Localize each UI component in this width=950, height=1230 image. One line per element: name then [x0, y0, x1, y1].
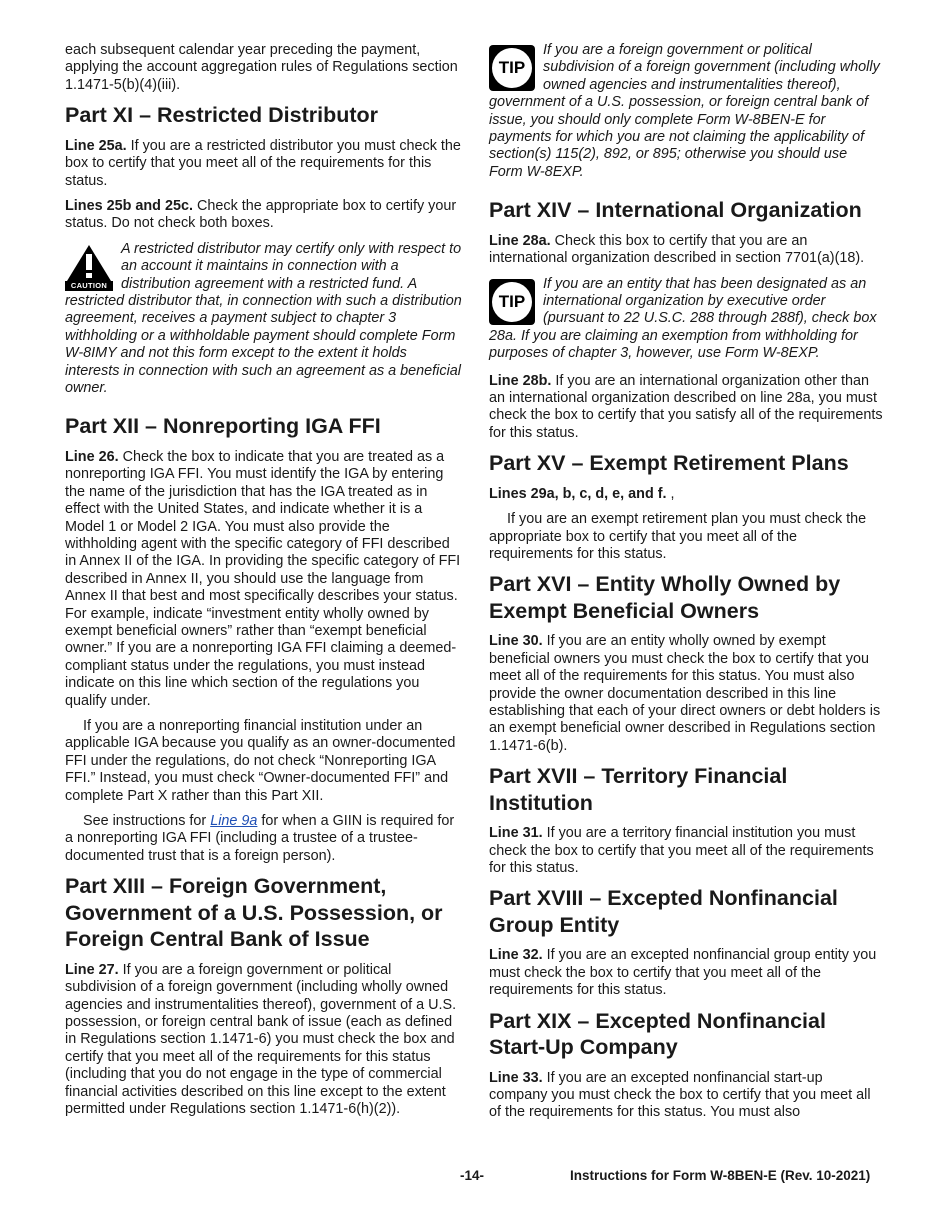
heading-part-xiii: Part XIII – Foreign Government, Government of a U.S. Possession, or Foreign Central Bank of Issue	[65, 874, 443, 952]
heading-part-xiv: Part XIV – International Organization	[489, 198, 862, 223]
line-25bc-lead: Lines 25b and 25c.	[65, 197, 193, 214]
tip-1-text: If you are a foreign government or political subdivision of a foreign government (including wholly owned agencies and instrumentalities thereof), government of a U.S. possession, or foreign central bank of issue, you should only complete Form W-8BEN-E for payments for which you are not claiming the applicability of section(s) 115(2), 892, or 895; otherwise you should use Form W-8EXP.	[489, 42, 880, 180]
line-31-paragraph	[489, 825, 884, 877]
line-27-lead: Line 27.	[65, 961, 119, 978]
caution-icon	[65, 244, 113, 291]
line-26-p3-pre: See instructions for	[83, 813, 211, 830]
document-title: Instructions for Form W-8BEN-E (Rev. 10-2021)	[570, 1168, 871, 1183]
line-25a-lead: Line 25a.	[65, 137, 127, 154]
tip-label: TIP	[492, 48, 532, 88]
line-28b-text: If you are an international organization other than an international organization described on line 28a, you must check the box to certify that you satisfy all of the requirements for this status.	[489, 372, 883, 441]
line-26-lead: Line 26.	[65, 448, 119, 465]
line-28b-lead: Line 28b.	[489, 372, 552, 389]
line-27-text: If you are a foreign government or political subdivision of a foreign government (including wholly owned agencies and instrumentalities thereof), government of a U.S. possession, or foreign central bank of issue (each as defined in Regulations section 1.1471-6) you must check the box and certify that you meet all of the requirements for this status (including that you do not engage in the type of commercial financial activities described on this line except to the extent permitted under Regulations section 1.1471-6(h)(2)).	[65, 961, 457, 1117]
line-26-paragraph-3	[65, 813, 462, 865]
line-28a-paragraph	[489, 233, 884, 268]
line-30-lead: Line 30.	[489, 633, 543, 650]
line-26-paragraph	[65, 449, 462, 710]
line-26-paragraph-2: If you are a nonreporting financial institution under an applicable IGA because you qualify as an owner-documented FFI under the regulations, do not check “Nonreporting IGA FFI.” Instead, you must check “Owner-documented FFI” and complete Part X rather than this Part XII.	[65, 718, 456, 804]
line-33-text: If you are an excepted nonfinancial start-up company you must check the box to certify that you meet all of the requirements for this status. You must also	[489, 1069, 871, 1121]
line-30-text: If you are an entity wholly owned by exempt beneficial owners you must check the box to certify that you meet all of the requirements for this status. You must also provide the owner documentation described in this line establishing that each of your direct owners or debt holders is an exempt beneficial owner described in Regulations section 1.1471-6(b).	[489, 633, 881, 754]
tip-icon	[489, 45, 535, 91]
left-column	[65, 42, 462, 1126]
heading-part-xi: Part XI – Restricted Distributor	[65, 103, 379, 128]
heading-part-xvi: Part XVI – Entity Wholly Owned by Exempt Beneficial Owners	[489, 572, 841, 623]
heading-part-xv: Part XV – Exempt Retirement Plans	[489, 451, 849, 476]
caution-label: CAUTION	[65, 281, 113, 291]
caution-note	[65, 241, 462, 398]
heading-part-xvii: Part XVII – Territory Financial Institution	[489, 764, 788, 815]
heading-part-xix: Part XIX – Excepted Nonfinancial Start-Up Company	[489, 1008, 826, 1060]
line-26-text: Check the box to indicate that you are treated as a nonreporting IGA FFI. You must identify the IGA by entering the name of the jurisdiction that has the IGA treated as in effect with the United States, and indicate whether it is a Model 1 or Model 2 IGA. You must also provide the withholding agent with the specific category of FFI described in Annex II of the IGA. In providing the specific category of FFI described in Annex II, you should use the language from Annex II that best and most specifically describes your status. For example, indicate “investment entity wholly owned by exempt beneficial owners” rather than “exempt beneficial owner.” If you are a nonreporting IGA FFI claiming a deemed-compliant status under the regulations, you must instead indicate on this line which section of the regulations you qualify under.	[65, 448, 461, 709]
heading-part-xviii: Part XVIII – Excepted Nonfinancial Group Entity	[489, 886, 838, 937]
heading-part-xii: Part XII – Nonreporting IGA FFI	[65, 414, 381, 439]
line-28b-paragraph	[489, 373, 884, 443]
line-32-lead: Line 32.	[489, 947, 543, 964]
line-30-paragraph	[489, 633, 884, 755]
line-29-lead: Lines 29a, b, c, d, e, and f.	[489, 485, 667, 502]
tip-label: TIP	[492, 282, 532, 322]
line-26-p3-post: for when a GIIN is required for a nonreporting IGA FFI (including a trustee of a trustee-documented trust that is a foreign person).	[65, 813, 455, 864]
page-number: -14-	[460, 1168, 485, 1183]
line-28a-text: Check this box to certify that you are an international organization described in section 7701(a)(18).	[489, 232, 865, 267]
line-25a-paragraph	[65, 138, 462, 190]
tip-note-2	[489, 276, 884, 363]
tip-2-text: If you are an entity that has been designated as an international organization by executive order (pursuant to 22 U.S.C. 288 through 288f), check box 28a. If you are claiming an exemption from withholding for purposes of chapter 3, however, use Form W-8EXP.	[489, 275, 877, 362]
line-29-text: ,	[666, 485, 675, 502]
caution-text: A restricted distributor may certify only with respect to an account it maintains in connection with a distribution agreement with a restricted fund. A restricted distributor that, in connection with such a distribution agreement, receives a payment subject to chapter 3 withholding or a withholdable payment should complete Form W-8IMY and not this form except to the extent it holds interests in connection with such an agreement as a beneficial owner.	[65, 240, 462, 396]
line-32-paragraph	[489, 947, 884, 999]
line-29-paragraph	[489, 486, 884, 503]
line-33-lead: Line 33.	[489, 1069, 543, 1086]
line-31-text: If you are a territory financial institution you must check the box to certify that you meet all of the requirements for this status.	[489, 825, 874, 876]
line-27-paragraph	[65, 962, 462, 1119]
intro-paragraph: each subsequent calendar year preceding the payment, applying the account aggregation rules of Regulations section 1.1471-5(b)(4)(iii).	[65, 42, 458, 93]
line-32-text: If you are an excepted nonfinancial group entity you must check the box to certify that you meet all of the requirements for this status.	[489, 947, 877, 999]
line-31-lead: Line 31.	[489, 825, 543, 842]
line-33-paragraph	[489, 1070, 884, 1122]
right-column	[489, 42, 884, 1130]
tip-icon	[489, 279, 535, 325]
line-28a-lead: Line 28a.	[489, 232, 551, 249]
line-25bc-paragraph	[65, 198, 462, 233]
line-29-paragraph-2: If you are an exempt retirement plan you must check the appropriate box to certify that you meet all of the requirements for this status.	[489, 511, 867, 562]
line-25bc-text: Check the appropriate box to certify your status. Do not check both boxes.	[65, 197, 457, 232]
line-25a-text: If you are a restricted distributor you must check the box to certify that you meet all of the requirements for this status.	[65, 137, 461, 189]
tip-note-1	[489, 42, 884, 181]
line-9a-link[interactable]: Line 9a	[210, 813, 258, 830]
